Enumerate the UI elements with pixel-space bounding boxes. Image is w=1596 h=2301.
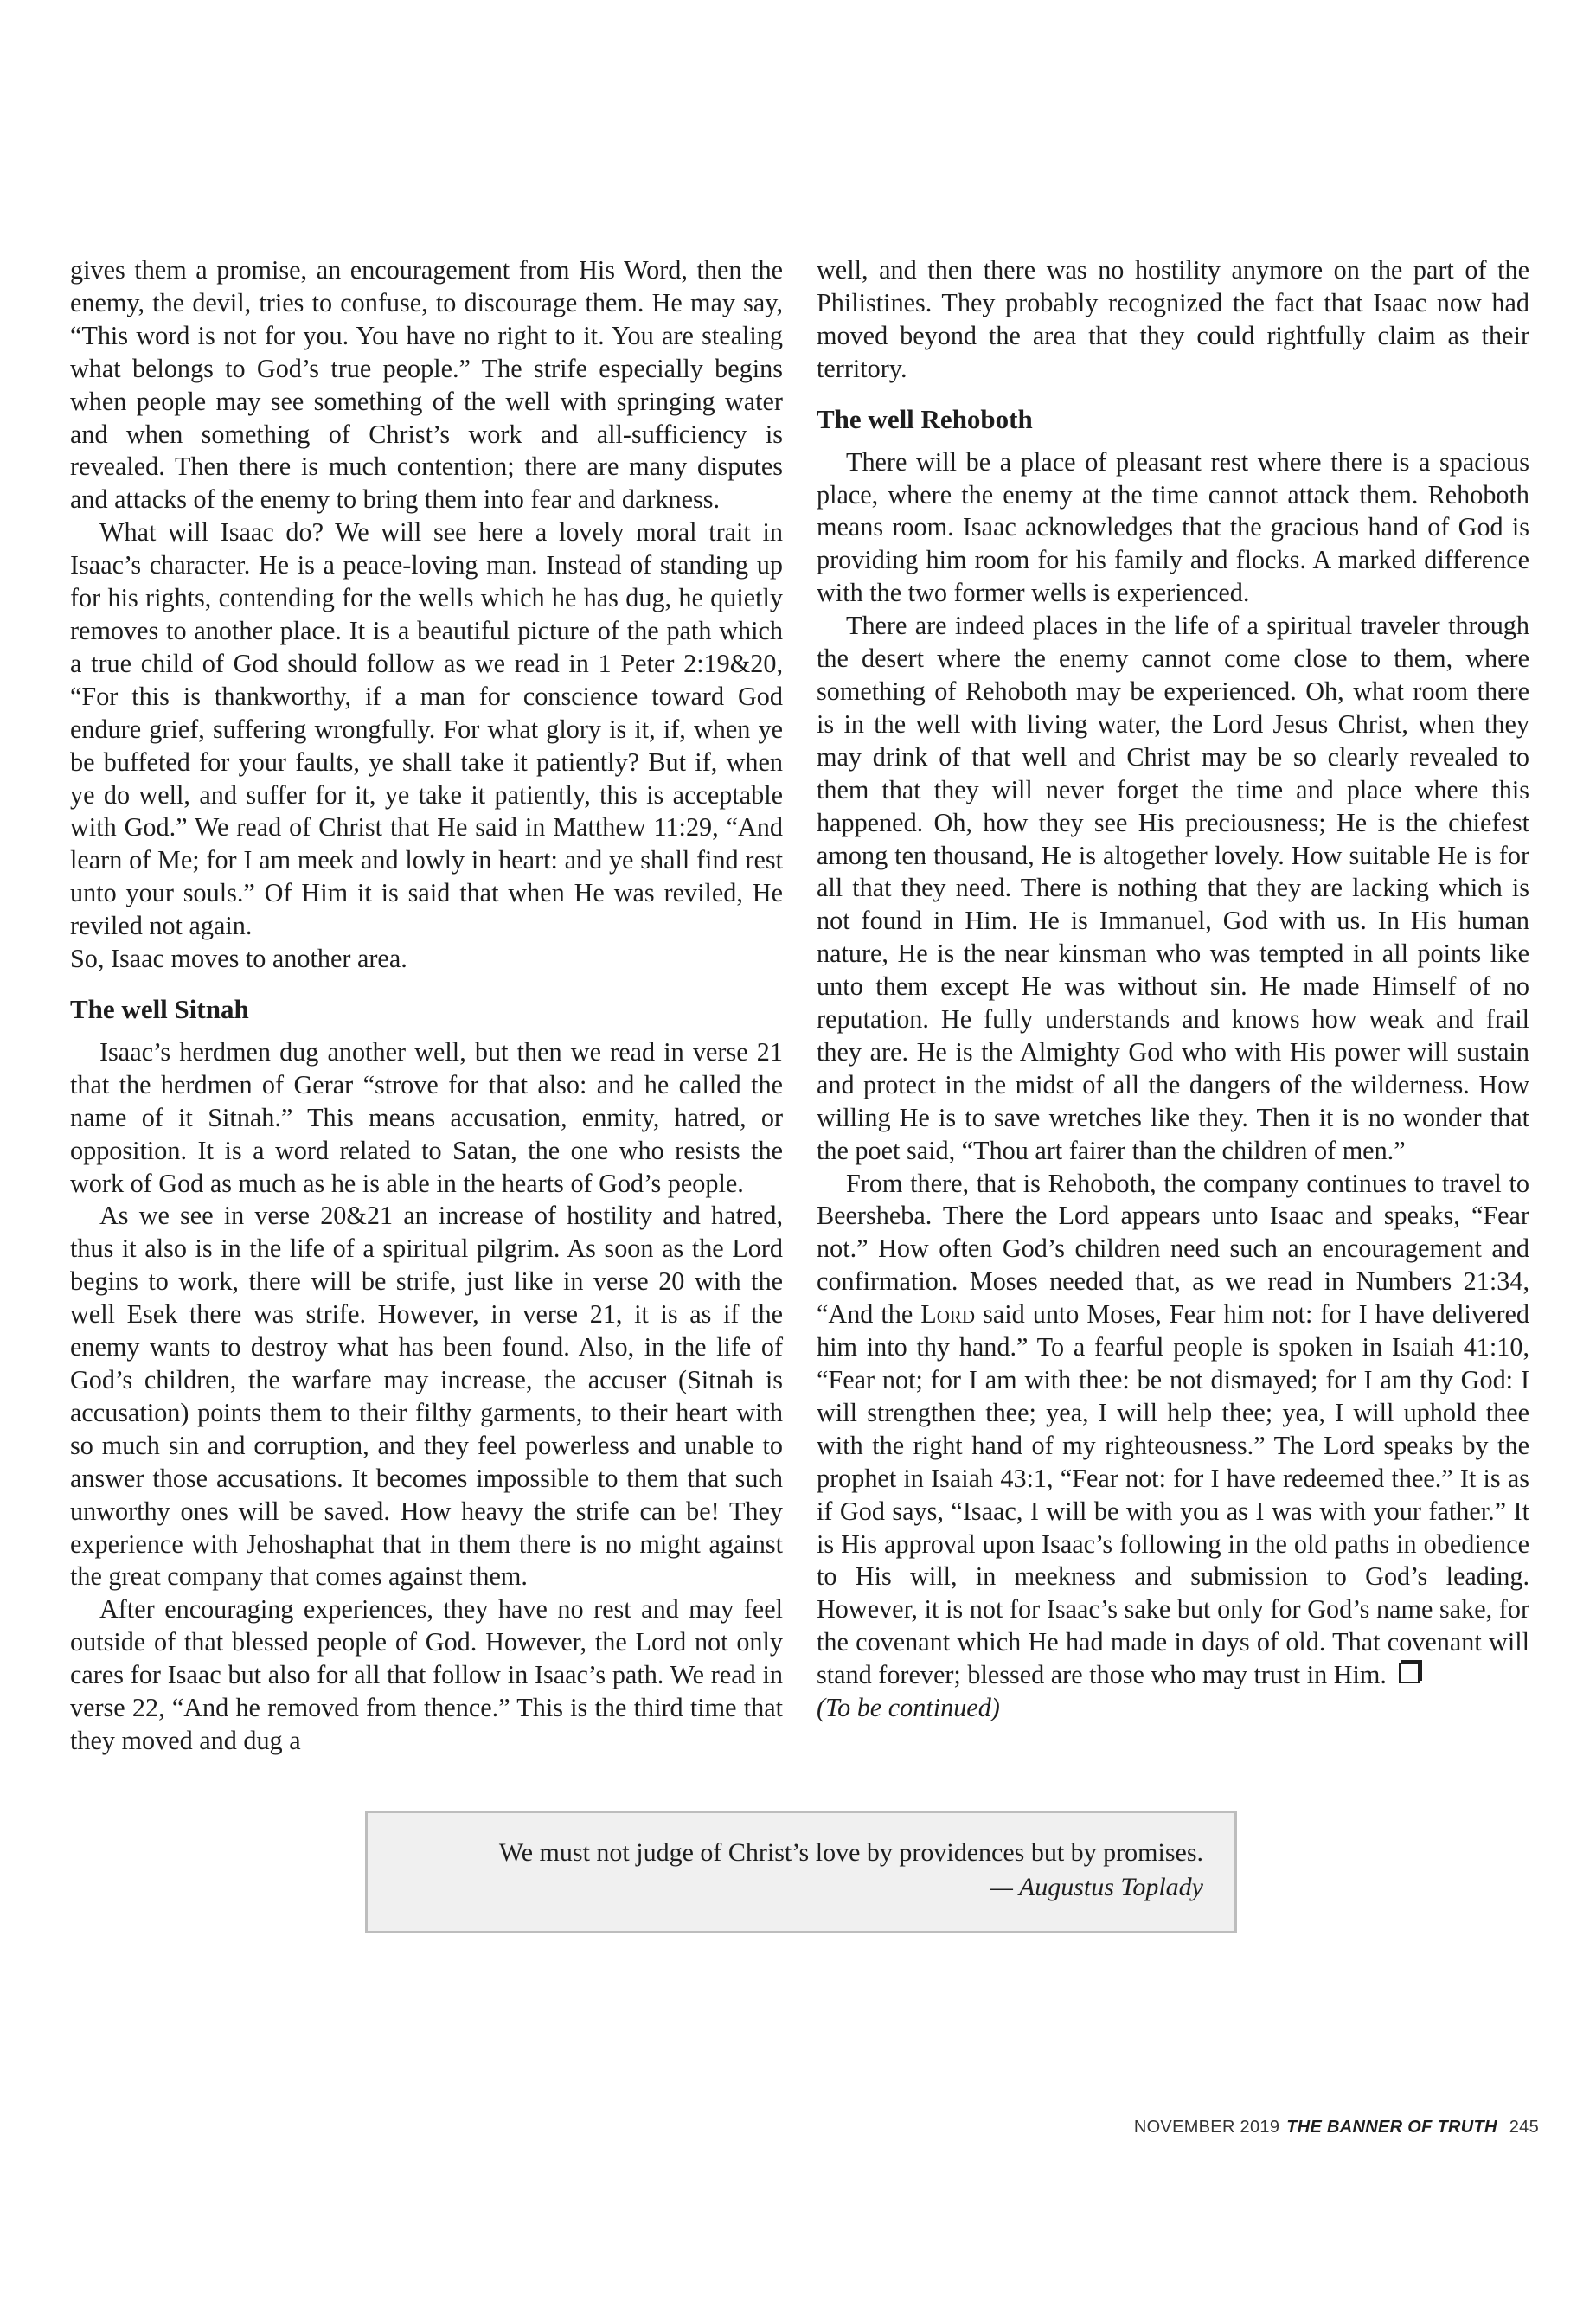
left-paragraph-2b: So, Isaac moves to another area. [70,944,407,974]
left-paragraph-2: What will Isaac do? We will see here a lovely moral trait in Isaac’s character. He is a peace-loving man. Instead of standing up for his rights, contending for the wells which he has dug, he quietly removes to another place. It is a beautiful picture of the path which a true child of God should follow as we read in 1 Peter 2:19&20, “For this is thankworthy, if a man for conscience toward God endure grief, suffering wrongfully. For what glory is it, if, when ye be buffeted for your faults, ye shall take it patiently? But if, when ye do well, and suffer for it, ye take it patiently, this is acceptable with God.” We read of Christ that He said in Matthew 11:29, “And learn of Me; for I am meek and lowly in heart: and ye shall find rest unto your souls.” Of Him it is said that when He was reviled, He reviled not again. [70,517,783,941]
end-of-article-icon [1399,1663,1420,1683]
small-caps-lord: Lord [920,1299,976,1330]
right-paragraph-3: There are indeed places in the life of a spiritual traveler through the desert where the enemy cannot come close to them, where something of Rehoboth may be experienced. Oh, what room there is in the well with living water, the Lord Jesus Christ, when they may drink of that well and Christ may be so clearly revealed to them that they will never forget the time and place where this happened. Oh, how they see His preciousness; He is the chiefest among ten thousand, He is altogether lovely. How suitable He is for all that they need. There is nothing that they are lacking which is not found in Him. He is Immanuel, God with us. In His human nature, He is the near kinsman who was tempted in all points like unto them except He was without sin. He made Himself of no reputation. He fully understands and knows how weak and frail they are. He is the Almighty God who with His power will sustain and protect in the midst of all the dangers of the wilderness. How willing He is to save wretches like they. Then it is no wonder that the poet said, “Thou art fairer than the children of men.” [817,611,1529,1165]
left-paragraph-4: As we see in verse 20&21 an increase of hostility and hatred, thus it also is in the life of a spiritual pilgrim. As soon as the Lord begins to work, there will be strife, just like in verse 20 with the well Esek there was strife. However, in verse 21, it is as if the enemy wants to destroy what has been found. Also, in the life of God’s children, the warfare may increase, the accuser (Sitnah is accusation) points them to their filthy garments, to their heart with so much sin and corruption, and they feel powerless and unable to answer those accusations. It becomes impossible to them that such unworthy ones will be saved. How heavy the strife can be! They experience with Jehoshaphat that in them there is no might against the great company that comes against them. [70,1201,783,1592]
quote-box [365,1811,1237,1933]
right-paragraph-4-part-a: From there, that is Rehoboth, the company continues to travel to Beersheba. There the Lord appears unto Isaac and speaks, “Fear not.” How often God’s children need such an encouragement and confirmation. Moses needed that, as we read in Numbers 21:34, “And the [817,1168,1529,1330]
left-paragraph-5: After encouraging experiences, they have no rest and may feel outside of that blessed people of God. However, the Lord not only cares for Isaac but also for all that follow in Isaac’s path. We read in verse 22, “And he removed from thence.” This is the third time that they moved and dug a [70,1594,783,1755]
right-paragraph-1: well, and then there was no hostility anymore on the part of the Philistines. They probably recognized the fact that Isaac now had moved beyond the area that they could rightfully claim as their territory. [817,255,1529,383]
left-paragraph-3: Isaac’s herdmen dug another well, but then we read in verse 21 that the herdmen of Gerar “strove for that also: and he called the name of it Sitnah.” This means accusation, enmity, hatred, or opposition. It is a word related to Satan, the one who resists the work of God as much as he is able in the hearts of God’s people. [70,1036,783,1198]
right-paragraph-2: There will be a place of pleasant rest where there is a spacious place, where the enemy at the time cannot attack them. Rehoboth means room. Isaac acknowledges that the gracious hand of God is providing him room for his family and flocks. A marked difference with the two former wells is experienced. [817,446,1529,608]
page-footer [1134,2118,1539,2138]
right-paragraph-4-part-b: said unto Moses, Fear him not: for I have delivered him into thy hand.” To a fearful people is spoken in Isaiah 41:10, “Fear not; for I am with thee: be not dismayed; for I am thy God: I will strengthen thee; yea, I will help thee; yea, I will uphold thee with the right hand of my righteousness.” The Lord speaks by the prophet in Isaiah 43:1, “Fear not: for I have redeemed thee.” It is as if God says, “Isaac, I will be with you as I was with your father.” It is His approval upon Isaac’s following in the old paths in obedience to His will, in meekness and submission to God’s leading. However, it is not for Isaac’s sake but only for God’s name sake, for the covenant which He had made in days of old. That covenant will stand forever; blessed are those who may trust in Him. [817,1299,1529,1690]
quote-author: — Augustus Toplady [990,1873,1203,1901]
to-be-continued: (To be continued) [817,1693,1000,1723]
section-heading-sitnah: The well Sitnah [70,993,249,1024]
footer-date: NOVEMBER 2019 [1133,2118,1280,2137]
right-paragraph-4 [817,1168,1529,1693]
page-number: 245 [1509,2118,1539,2137]
section-heading-rehoboth: The well Rehoboth [817,403,1033,434]
left-column [70,254,783,1758]
right-column [817,254,1529,1725]
footer-publication: THE BANNER OF TRUTH [1286,2118,1497,2137]
quote-text: We must not judge of Christ’s love by providences but by promises. [498,1838,1203,1867]
left-paragraph-1: gives them a promise, an encouragement from His Word, then the enemy, the devil, tries to confuse, to discourage them. He may say, “This word is not for you. You have no right to it. You are stealing what belongs to God’s true people.” The strife especially begins when people may see something of the well with springing water and when something of Christ’s work and all-sufficiency is revealed. Then there is much contention; there are many disputes and attacks of the enemy to bring them into fear and darkness. [70,255,783,515]
